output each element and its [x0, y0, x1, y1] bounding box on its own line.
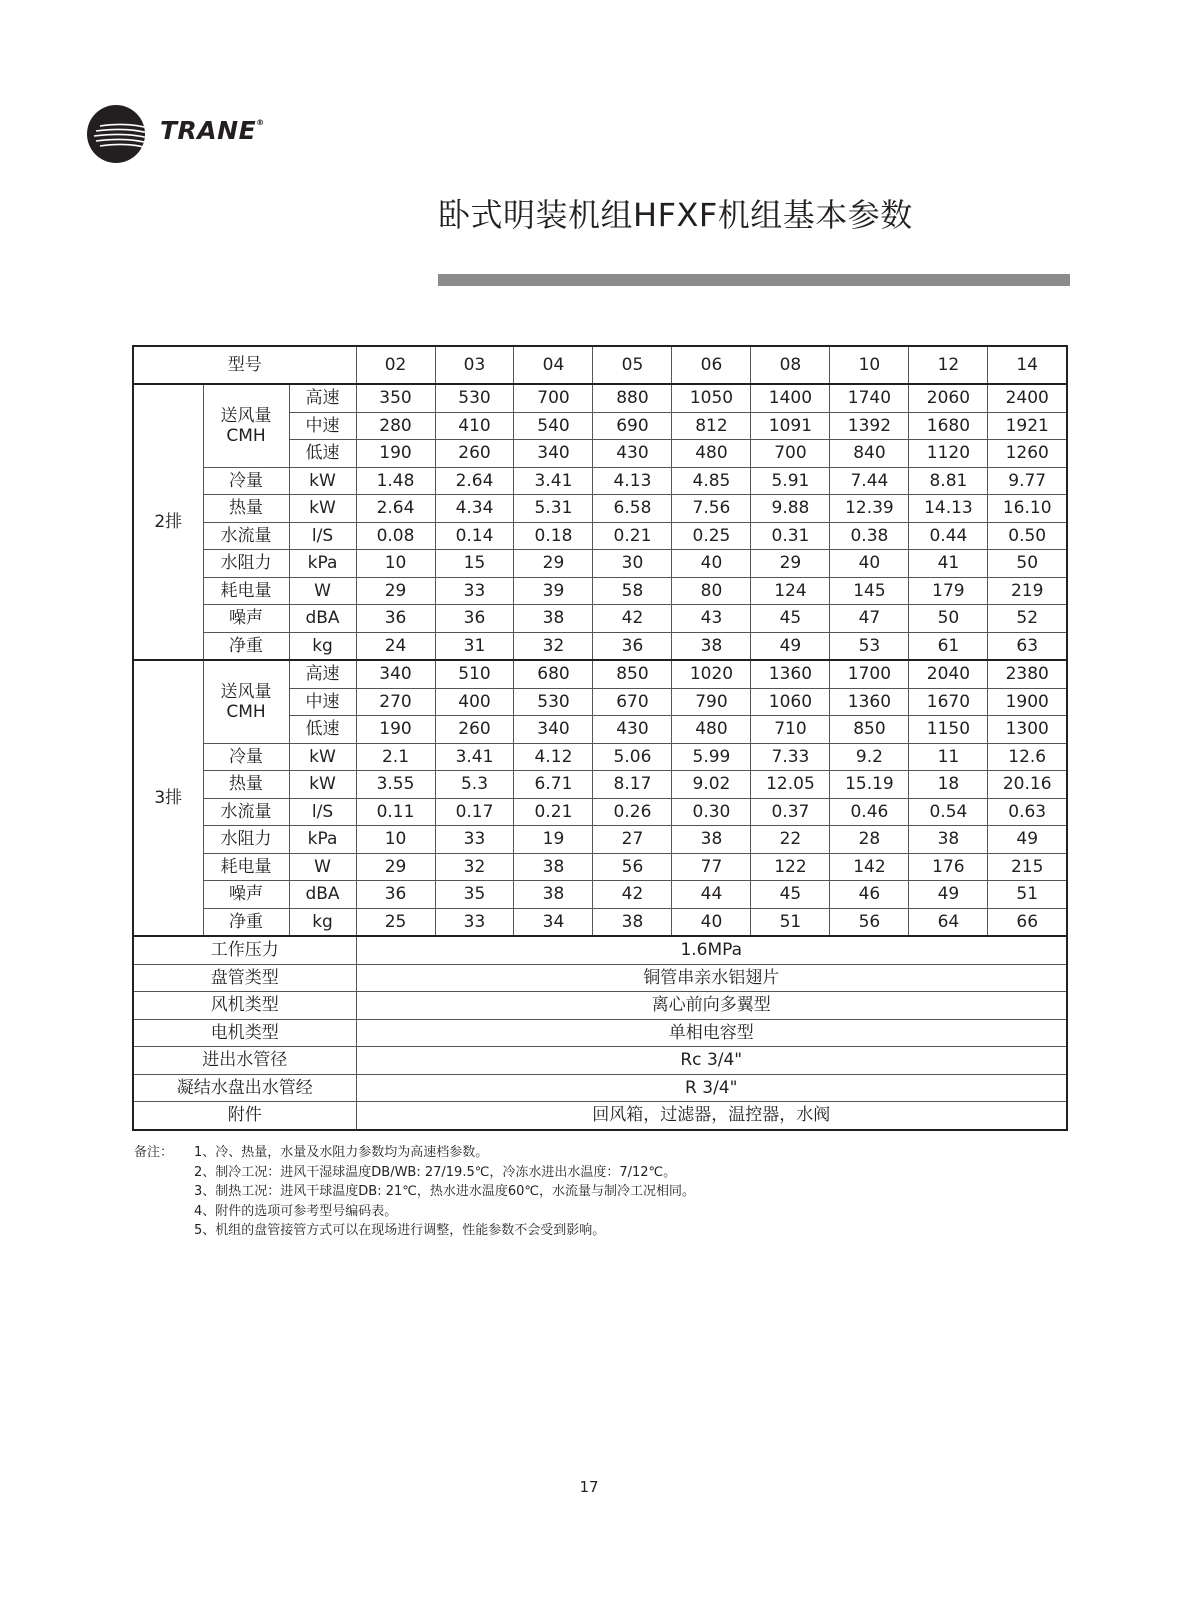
- value-cell: 49: [751, 632, 830, 660]
- value-cell: 6.58: [593, 495, 672, 523]
- value-cell: 80: [672, 577, 751, 605]
- value-cell: 219: [988, 577, 1067, 605]
- value-cell: 700: [514, 384, 593, 412]
- airflow-unit-text: CMH: [226, 425, 266, 446]
- value-cell: 33: [435, 826, 514, 854]
- common-label: 工作压力: [133, 936, 356, 964]
- value-cell: 0.50: [988, 522, 1067, 550]
- value-cell: 61: [909, 632, 988, 660]
- value-cell: 50: [909, 605, 988, 633]
- value-cell: 49: [988, 826, 1067, 854]
- value-cell: 680: [514, 660, 593, 688]
- value-cell: 710: [751, 716, 830, 744]
- value-cell: 5.31: [514, 495, 593, 523]
- value-cell: 1670: [909, 688, 988, 716]
- header-model-cell: 08: [751, 346, 830, 384]
- value-cell: 24: [356, 632, 435, 660]
- value-cell: 0.21: [514, 798, 593, 826]
- value-cell: 1060: [751, 688, 830, 716]
- value-cell: 14.13: [909, 495, 988, 523]
- value-cell: 4.13: [593, 467, 672, 495]
- table-row: [133, 826, 1067, 854]
- value-cell: 9.77: [988, 467, 1067, 495]
- value-cell: 36: [435, 605, 514, 633]
- value-cell: 16.10: [988, 495, 1067, 523]
- value-cell: 840: [830, 440, 909, 468]
- value-cell: 8.17: [593, 771, 672, 799]
- value-cell: 260: [435, 440, 514, 468]
- value-cell: 36: [593, 632, 672, 660]
- notes: [134, 1143, 695, 1241]
- value-cell: 0.46: [830, 798, 909, 826]
- page-title: 卧式明装机组HFXF机组基本参数: [438, 196, 913, 234]
- value-cell: 480: [672, 440, 751, 468]
- value-cell: 8.81: [909, 467, 988, 495]
- title-underline-bar: [438, 274, 1070, 286]
- header-model-cell: 12: [909, 346, 988, 384]
- param-label: 噪声: [203, 605, 289, 633]
- value-cell: 0.31: [751, 522, 830, 550]
- value-cell: 340: [514, 440, 593, 468]
- param-unit: kW: [289, 495, 356, 523]
- param-unit: kPa: [289, 550, 356, 578]
- value-cell: 40: [672, 908, 751, 936]
- value-cell: 5.3: [435, 771, 514, 799]
- table-row: [133, 550, 1067, 578]
- value-cell: 0.25: [672, 522, 751, 550]
- param-label: 水阻力: [203, 550, 289, 578]
- common-label: 电机类型: [133, 1019, 356, 1047]
- common-label: 附件: [133, 1102, 356, 1130]
- param-label: 热量: [203, 495, 289, 523]
- value-cell: 36: [356, 605, 435, 633]
- value-cell: 29: [751, 550, 830, 578]
- param-label: 净重: [203, 908, 289, 936]
- value-cell: 2040: [909, 660, 988, 688]
- speed-label: 低速: [289, 716, 356, 744]
- value-cell: 2.64: [356, 495, 435, 523]
- group-label: 2排: [133, 384, 203, 660]
- value-cell: 44: [672, 881, 751, 909]
- value-cell: 812: [672, 412, 751, 440]
- param-label: 水流量: [203, 798, 289, 826]
- value-cell: 29: [514, 550, 593, 578]
- value-cell: 56: [593, 853, 672, 881]
- value-cell: 690: [593, 412, 672, 440]
- value-cell: 47: [830, 605, 909, 633]
- note-item: 4、附件的选项可参考型号编码表。: [194, 1203, 398, 1219]
- param-label: 冷量: [203, 743, 289, 771]
- page-number: 17: [579, 1478, 599, 1496]
- value-cell: 38: [514, 605, 593, 633]
- value-cell: 2400: [988, 384, 1067, 412]
- header-model-cell: 02: [356, 346, 435, 384]
- table-row-common: [133, 1047, 1067, 1075]
- value-cell: 1740: [830, 384, 909, 412]
- table-row-common: [133, 964, 1067, 992]
- table-row: [133, 798, 1067, 826]
- table-row: [133, 908, 1067, 936]
- value-cell: 510: [435, 660, 514, 688]
- value-cell: 9.88: [751, 495, 830, 523]
- value-cell: 0.21: [593, 522, 672, 550]
- value-cell: 122: [751, 853, 830, 881]
- value-cell: 1120: [909, 440, 988, 468]
- param-label: 噪声: [203, 881, 289, 909]
- value-cell: 5.06: [593, 743, 672, 771]
- param-label: 冷量: [203, 467, 289, 495]
- value-cell: 38: [593, 908, 672, 936]
- speed-label: 中速: [289, 688, 356, 716]
- common-value: 铜管串亲水铝翅片: [356, 964, 1067, 992]
- value-cell: 7.33: [751, 743, 830, 771]
- value-cell: 34: [514, 908, 593, 936]
- value-cell: 10: [356, 826, 435, 854]
- value-cell: 1400: [751, 384, 830, 412]
- common-value: R 3/4": [356, 1074, 1067, 1102]
- header-model-cell: 03: [435, 346, 514, 384]
- value-cell: 2060: [909, 384, 988, 412]
- value-cell: 0.11: [356, 798, 435, 826]
- value-cell: 700: [751, 440, 830, 468]
- param-unit: l/S: [289, 522, 356, 550]
- param-unit: kW: [289, 743, 356, 771]
- common-value: 1.6MPa: [356, 936, 1067, 964]
- common-value: 回风箱，过滤器，温控器，水阀: [356, 1102, 1067, 1130]
- spec-table: [132, 345, 1068, 1131]
- value-cell: 1360: [830, 688, 909, 716]
- value-cell: 340: [514, 716, 593, 744]
- value-cell: 40: [830, 550, 909, 578]
- value-cell: 32: [435, 853, 514, 881]
- value-cell: 41: [909, 550, 988, 578]
- value-cell: 30: [593, 550, 672, 578]
- value-cell: 880: [593, 384, 672, 412]
- table-row: [133, 853, 1067, 881]
- value-cell: 430: [593, 716, 672, 744]
- table-row: [133, 743, 1067, 771]
- value-cell: 190: [356, 440, 435, 468]
- table-row-common: [133, 936, 1067, 964]
- value-cell: 22: [751, 826, 830, 854]
- value-cell: 3.55: [356, 771, 435, 799]
- value-cell: 2.64: [435, 467, 514, 495]
- header-model-cell: 06: [672, 346, 751, 384]
- value-cell: 77: [672, 853, 751, 881]
- value-cell: 38: [672, 632, 751, 660]
- value-cell: 38: [514, 881, 593, 909]
- value-cell: 0.63: [988, 798, 1067, 826]
- value-cell: 25: [356, 908, 435, 936]
- common-label: 盘管类型: [133, 964, 356, 992]
- value-cell: 0.44: [909, 522, 988, 550]
- airflow-label-text: 送风量: [220, 681, 272, 702]
- speed-label: 高速: [289, 660, 356, 688]
- table-row: [133, 881, 1067, 909]
- value-cell: 9.2: [830, 743, 909, 771]
- param-label: 净重: [203, 632, 289, 660]
- param-label: 热量: [203, 771, 289, 799]
- value-cell: 46: [830, 881, 909, 909]
- value-cell: 1680: [909, 412, 988, 440]
- value-cell: 56: [830, 908, 909, 936]
- value-cell: 1091: [751, 412, 830, 440]
- value-cell: 39: [514, 577, 593, 605]
- common-value: 单相电容型: [356, 1019, 1067, 1047]
- value-cell: 1700: [830, 660, 909, 688]
- value-cell: 11: [909, 743, 988, 771]
- value-cell: 38: [514, 853, 593, 881]
- value-cell: 36: [356, 881, 435, 909]
- table-row: [133, 660, 1067, 688]
- param-unit: kg: [289, 632, 356, 660]
- note-item: 3、制热工况：进风干球温度DB: 21℃，热水进水温度60℃，水流量与制冷工况相同。: [194, 1184, 695, 1199]
- value-cell: 19: [514, 826, 593, 854]
- table-header-row: [133, 346, 1067, 384]
- value-cell: 142: [830, 853, 909, 881]
- value-cell: 64: [909, 908, 988, 936]
- header-model-cell: 04: [514, 346, 593, 384]
- speed-label: 中速: [289, 412, 356, 440]
- speed-label: 高速: [289, 384, 356, 412]
- value-cell: 42: [593, 881, 672, 909]
- value-cell: 790: [672, 688, 751, 716]
- value-cell: 1900: [988, 688, 1067, 716]
- param-unit: W: [289, 577, 356, 605]
- value-cell: 15.19: [830, 771, 909, 799]
- value-cell: 2.1: [356, 743, 435, 771]
- param-unit: dBA: [289, 881, 356, 909]
- value-cell: 0.54: [909, 798, 988, 826]
- notes-list: [134, 1143, 695, 1241]
- value-cell: 0.14: [435, 522, 514, 550]
- value-cell: 0.38: [830, 522, 909, 550]
- param-unit: l/S: [289, 798, 356, 826]
- value-cell: 340: [356, 660, 435, 688]
- common-value: 离心前向多翼型: [356, 992, 1067, 1020]
- common-label: 风机类型: [133, 992, 356, 1020]
- value-cell: 270: [356, 688, 435, 716]
- header-model-cell: 10: [830, 346, 909, 384]
- value-cell: 850: [593, 660, 672, 688]
- param-label: 耗电量: [203, 577, 289, 605]
- value-cell: 540: [514, 412, 593, 440]
- header-model-label: 型号: [133, 346, 356, 384]
- value-cell: 1300: [988, 716, 1067, 744]
- value-cell: 280: [356, 412, 435, 440]
- table-row-common: [133, 1102, 1067, 1130]
- value-cell: 20.16: [988, 771, 1067, 799]
- value-cell: 50: [988, 550, 1067, 578]
- value-cell: 10: [356, 550, 435, 578]
- value-cell: 430: [593, 440, 672, 468]
- brand-name: TRANE®: [160, 116, 265, 145]
- value-cell: 28: [830, 826, 909, 854]
- value-cell: 530: [514, 688, 593, 716]
- table-row: [133, 522, 1067, 550]
- value-cell: 7.56: [672, 495, 751, 523]
- value-cell: 4.85: [672, 467, 751, 495]
- value-cell: 350: [356, 384, 435, 412]
- note-item: 5、机组的盘管接管方式可以在现场进行调整，性能参数不会受到影响。: [194, 1223, 606, 1238]
- value-cell: 29: [356, 577, 435, 605]
- value-cell: 58: [593, 577, 672, 605]
- table-row: [133, 384, 1067, 412]
- table-row-common: [133, 992, 1067, 1020]
- value-cell: 179: [909, 577, 988, 605]
- table-row: [133, 605, 1067, 633]
- param-unit: kW: [289, 771, 356, 799]
- value-cell: 3.41: [435, 743, 514, 771]
- table-row: [133, 495, 1067, 523]
- value-cell: 4.12: [514, 743, 593, 771]
- value-cell: 1150: [909, 716, 988, 744]
- value-cell: 38: [672, 826, 751, 854]
- speed-label: 低速: [289, 440, 356, 468]
- value-cell: 410: [435, 412, 514, 440]
- value-cell: 27: [593, 826, 672, 854]
- value-cell: 12.6: [988, 743, 1067, 771]
- common-label: 凝结水盘出水管经: [133, 1074, 356, 1102]
- value-cell: 6.71: [514, 771, 593, 799]
- value-cell: 18: [909, 771, 988, 799]
- value-cell: 52: [988, 605, 1067, 633]
- value-cell: 0.37: [751, 798, 830, 826]
- value-cell: 1.48: [356, 467, 435, 495]
- value-cell: 0.17: [435, 798, 514, 826]
- value-cell: 1921: [988, 412, 1067, 440]
- value-cell: 145: [830, 577, 909, 605]
- value-cell: 63: [988, 632, 1067, 660]
- header-model-cell: 05: [593, 346, 672, 384]
- value-cell: 32: [514, 632, 593, 660]
- value-cell: 670: [593, 688, 672, 716]
- note-item: 2、制冷工况：进风干湿球温度DB/WB: 27/19.5℃，冷冻水进出水温度：7/12℃。: [194, 1164, 677, 1180]
- value-cell: 1360: [751, 660, 830, 688]
- value-cell: 35: [435, 881, 514, 909]
- value-cell: 12.05: [751, 771, 830, 799]
- value-cell: 33: [435, 577, 514, 605]
- notes-label: 备注：: [134, 1145, 174, 1160]
- value-cell: 45: [751, 881, 830, 909]
- trane-logo: [86, 104, 286, 166]
- param-unit: W: [289, 853, 356, 881]
- param-unit: dBA: [289, 605, 356, 633]
- value-cell: 2380: [988, 660, 1067, 688]
- value-cell: 480: [672, 716, 751, 744]
- value-cell: 124: [751, 577, 830, 605]
- value-cell: 42: [593, 605, 672, 633]
- param-unit: kW: [289, 467, 356, 495]
- common-value: Rc 3/4": [356, 1047, 1067, 1075]
- value-cell: 45: [751, 605, 830, 633]
- value-cell: 176: [909, 853, 988, 881]
- value-cell: 1050: [672, 384, 751, 412]
- value-cell: 0.26: [593, 798, 672, 826]
- value-cell: 43: [672, 605, 751, 633]
- value-cell: 15: [435, 550, 514, 578]
- table-row-common: [133, 1074, 1067, 1102]
- value-cell: 530: [435, 384, 514, 412]
- value-cell: 0.30: [672, 798, 751, 826]
- value-cell: 0.18: [514, 522, 593, 550]
- value-cell: 5.99: [672, 743, 751, 771]
- param-label: 水阻力: [203, 826, 289, 854]
- value-cell: 1392: [830, 412, 909, 440]
- airflow-unit-text: CMH: [226, 701, 266, 722]
- value-cell: 29: [356, 853, 435, 881]
- param-label: 耗电量: [203, 853, 289, 881]
- value-cell: 51: [751, 908, 830, 936]
- trane-globe-icon: [86, 104, 146, 164]
- value-cell: 33: [435, 908, 514, 936]
- value-cell: 12.39: [830, 495, 909, 523]
- table-row: [133, 632, 1067, 660]
- table-row: [133, 467, 1067, 495]
- value-cell: 400: [435, 688, 514, 716]
- group-label: 3排: [133, 660, 203, 936]
- value-cell: 66: [988, 908, 1067, 936]
- airflow-label: [203, 660, 289, 743]
- value-cell: 49: [909, 881, 988, 909]
- value-cell: 190: [356, 716, 435, 744]
- value-cell: 5.91: [751, 467, 830, 495]
- header-model-cell: 14: [988, 346, 1067, 384]
- value-cell: 53: [830, 632, 909, 660]
- value-cell: 7.44: [830, 467, 909, 495]
- value-cell: 9.02: [672, 771, 751, 799]
- value-cell: 4.34: [435, 495, 514, 523]
- common-label: 进出水管径: [133, 1047, 356, 1075]
- table-row: [133, 577, 1067, 605]
- value-cell: 850: [830, 716, 909, 744]
- airflow-label-text: 送风量: [220, 405, 272, 426]
- value-cell: 1260: [988, 440, 1067, 468]
- note-item: 1、冷、热量，水量及水阻力参数均为高速档参数。: [194, 1145, 489, 1160]
- table-row-common: [133, 1019, 1067, 1047]
- value-cell: 3.41: [514, 467, 593, 495]
- value-cell: 31: [435, 632, 514, 660]
- value-cell: 1020: [672, 660, 751, 688]
- airflow-label: [203, 384, 289, 467]
- param-label: 水流量: [203, 522, 289, 550]
- table-row: [133, 771, 1067, 799]
- value-cell: 215: [988, 853, 1067, 881]
- value-cell: 51: [988, 881, 1067, 909]
- value-cell: 40: [672, 550, 751, 578]
- value-cell: 260: [435, 716, 514, 744]
- param-unit: kPa: [289, 826, 356, 854]
- value-cell: 0.08: [356, 522, 435, 550]
- param-unit: kg: [289, 908, 356, 936]
- value-cell: 38: [909, 826, 988, 854]
